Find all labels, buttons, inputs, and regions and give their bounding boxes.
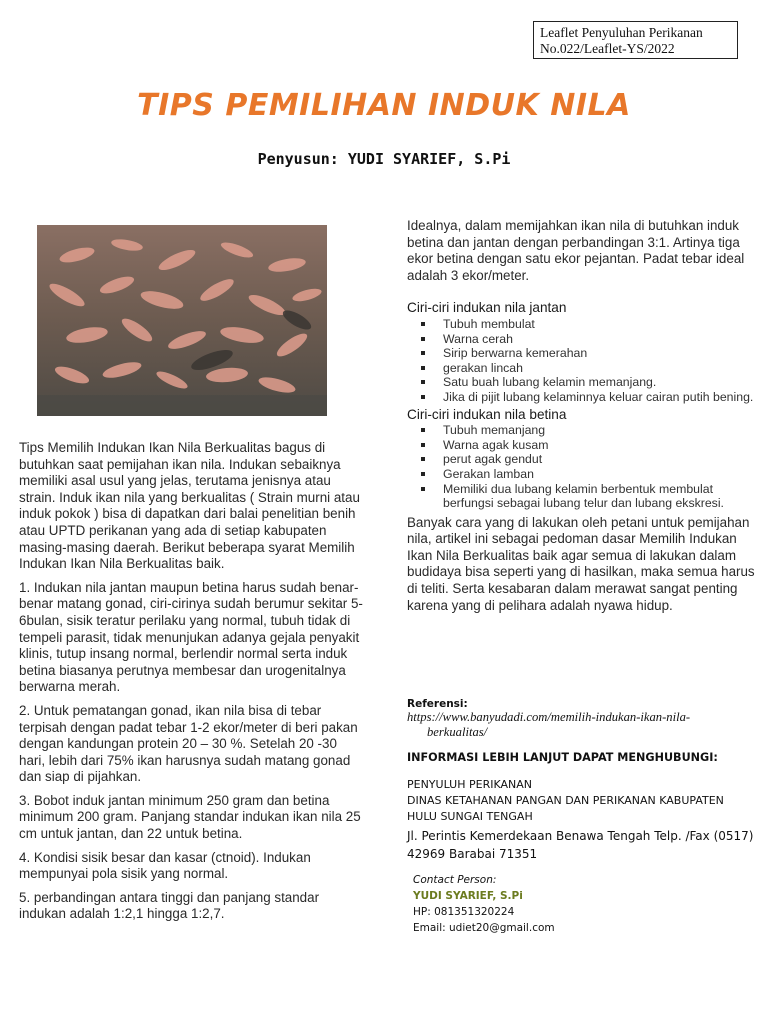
address-line-2: 42969 Barabai 71351: [407, 847, 538, 861]
female-heading: Ciri-ciri indukan nila betina: [407, 406, 567, 422]
right-intro: Idealnya, dalam memijahkan ikan nila di butuhkan induk betina dan jantan dengan perbandingan 3:1. Artinya tiga ekor betina dengan satu ekor pejantan. Padat tebar ideal adalah 3 ekor/meter.: [407, 218, 745, 283]
reference-url-line1[interactable]: https://www.banyudadi.com/memilih-indukan-ikan-nila-: [407, 710, 691, 724]
male-list: [407, 317, 755, 405]
list-item: Warna cerah: [407, 332, 755, 347]
left-intro: Tips Memilih Indukan Ikan Nila Berkualitas bagus di butuhkan saat pemijahan ikan nila. Indukan sebaiknya memiliki asal usul yang jelas, terutama jenisnya atau strain. Induk ikan nila yang berkualitas ( Strain murni atau induk pokok ) bisa di dapatkan dari balai penelitian benih atau UPTD perikanan yang ada di setiap kabupaten masing-masing daerah. Berikut beberapa syarat Memilih Indukan Ikan Nila Berkualitas baik.: [19, 440, 360, 572]
male-heading: Ciri-ciri indukan nila jantan: [407, 300, 567, 316]
page-title: TIPS PEMILIHAN INDUK NILA: [137, 88, 631, 123]
leaflet-label: Leaflet Penyuluhan Perikanan: [540, 25, 703, 40]
org-line-1: PENYULUH PERIKANAN: [407, 778, 532, 791]
tilapia-pond-image: [37, 225, 327, 416]
list-item: Jika di pijit lubang kelaminnya keluar cairan putih bening.: [407, 390, 755, 405]
email-label: Email:: [413, 922, 446, 934]
author-line: Penyusun: YUDI SYARIEF, S.Pi: [257, 150, 511, 168]
list-item: Tubuh memanjang: [407, 423, 755, 438]
reference-link[interactable]: [407, 710, 757, 740]
list-item: perut agak gendut: [407, 452, 755, 467]
contact-phone-row: [413, 904, 555, 920]
requirement-1: 1. Indukan nila jantan maupun betina harus sudah benar-benar matang gonad, ciri-cirinya sudah berumur sekitar 5-6bulan, sisik teratur perilaku yang normal, tubuh tidak di tempeli parasit, tidak menunjukan adanya gejala penyakit klinis, tutup insang normal, berlendir normal serta induk betina biasanya perutnya membesar dan urogenitalnya berwarna merah.: [19, 579, 363, 695]
contact-label: Contact Person:: [413, 874, 497, 886]
list-item: Gerakan lamban: [407, 467, 755, 482]
address-line-1: Jl. Perintis Kemerdekaan Benawa Tengah Telp. /Fax (0517): [407, 829, 754, 843]
contact-name: YUDI SYARIEF, S.Pi: [413, 890, 523, 902]
organization: [407, 777, 757, 825]
requirement-3: 3. Bobot induk jantan minimum 250 gram dan betina minimum 200 gram. Panjang standar indukan ikan nila 25 cm untuk jantan, dan 22 untuk betina.: [19, 792, 361, 842]
phone-number[interactable]: 081351320224: [434, 906, 515, 918]
requirement-2: 2. Untuk pematangan gonad, ikan nila bisa di tebar terpisah dengan padat tebar 1-2 ekor/meter di beri pakan dengan kandungan protein 20 – 30 %. Setelah 20 -30 hari, lebih dari 75% ikan harusnya sudah matang gonad dan siap di pijahkan.: [19, 702, 358, 785]
list-item: Satu buah lubang kelamin memanjang.: [407, 375, 755, 390]
female-list: [407, 423, 755, 511]
reference-label: Referensi:: [407, 698, 468, 710]
reference-url-line2[interactable]: berkualitas/: [427, 725, 488, 739]
email-address[interactable]: udiet20@gmail.com: [449, 922, 555, 934]
list-item: gerakan lincah: [407, 361, 755, 376]
left-column: [19, 440, 364, 930]
requirement-5: 5. perbandingan antara tinggi dan panjang standar indukan adalah 1:2,1 hingga 1:2,7.: [19, 889, 320, 922]
list-item: Warna agak kusam: [407, 438, 755, 453]
phone-label: HP:: [413, 906, 431, 918]
closing-paragraph: Banyak cara yang di lakukan oleh petani untuk pemijahan nila, artikel ini sebagai pedoman dasar Memilih Indukan Ikan Nila Berkualitas baik agar semua di lakukan dalam budidaya bisa seperti yang di hasilkan, maka semua harus di teliti. Serta kesabaran dalam merawat sangat penting karena yang di pelihara adalah nyawa hidup.: [407, 514, 755, 613]
list-item: Tubuh membulat: [407, 317, 755, 332]
list-item: Memiliki dua lubang kelamin berbentuk membulat berfungsi sebagai lubang telur dan lubang ekskresi.: [407, 482, 755, 511]
fish-photo: [37, 225, 327, 416]
right-column: [407, 218, 755, 614]
info-heading: INFORMASI LEBIH LANJUT DAPAT MENGHUBUNGI:: [407, 751, 718, 764]
list-item: Sirip berwarna kemerahan: [407, 346, 755, 361]
leaflet-number: No.022/Leaflet-YS/2022: [540, 41, 675, 56]
org-line-3: HULU SUNGAI TENGAH: [407, 810, 533, 823]
leaflet-number-box: [533, 21, 738, 59]
org-line-2: DINAS KETAHANAN PANGAN DAN PERIKANAN KABUPATEN: [407, 794, 724, 807]
reference-block: [407, 698, 757, 863]
requirement-4: 4. Kondisi sisik besar dan kasar (ctnoid). Indukan mempunyai pola sisik yang normal.: [19, 849, 311, 882]
contact-email-row: [413, 920, 555, 936]
address: [407, 827, 757, 863]
contact-person: [413, 872, 555, 936]
